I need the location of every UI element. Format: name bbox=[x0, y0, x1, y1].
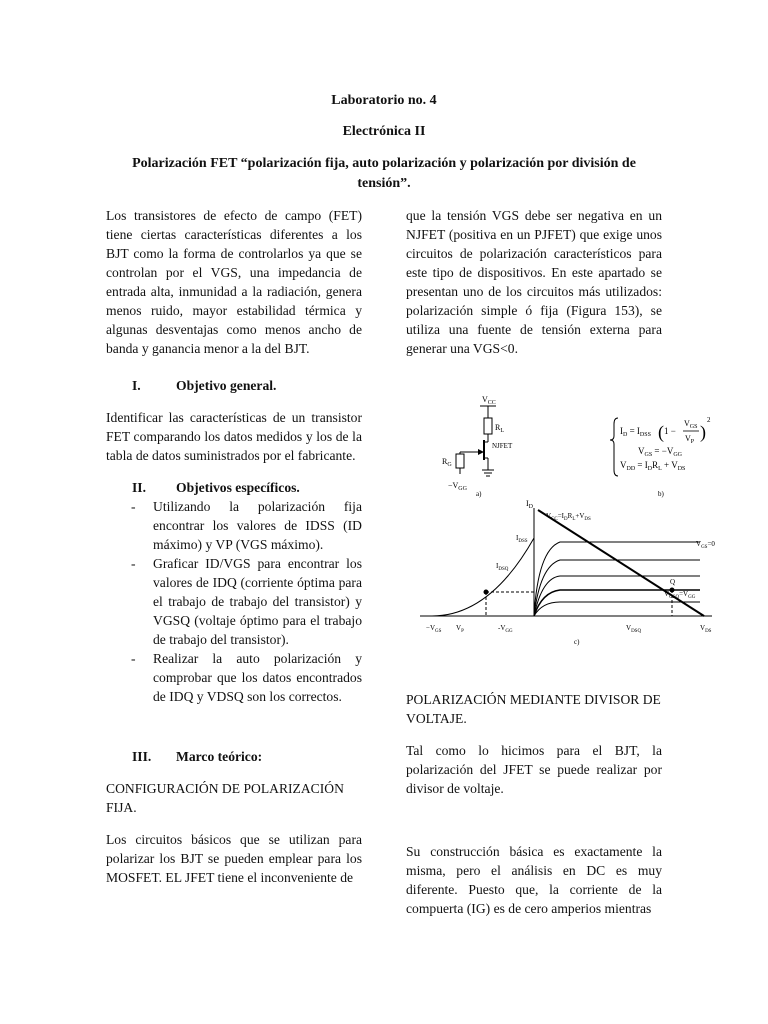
left-column bbox=[106, 206, 362, 887]
section-1-title: Objetivo general. bbox=[176, 378, 277, 393]
transfer-curve bbox=[432, 538, 534, 616]
section-2-number: II. bbox=[132, 480, 146, 495]
section-1-heading bbox=[106, 376, 362, 395]
section-3-title: Marco teórico: bbox=[176, 749, 263, 764]
general-objective-text: Identificar las características de un transistor FET comparando los datos medidos y los de la tabla de datos suministrados por el fabricante. bbox=[106, 410, 362, 463]
x-vds-label: $V_{DS}$ bbox=[700, 624, 712, 634]
section-3-heading bbox=[106, 747, 362, 766]
right-paragraph-2: Tal como lo hicimos para el BJT, la polarización del JFET se puede realizar por divisor de voltaje. bbox=[406, 743, 662, 796]
list-item: - Realizar la auto polarización y comprobar que los datos encontrados de IDQ y VDSQ son los correctos. bbox=[131, 651, 362, 704]
fixed-bias-paragraph: Los circuitos básicos que se utilizan para polarizar los BJT se pueden emplear para los MOSFET. EL JFET tiene el inconveniente de bbox=[106, 832, 362, 885]
x-vp-label: $V_P$ bbox=[456, 624, 464, 634]
x-vdsq-label: $V_{DSQ}$ bbox=[626, 624, 642, 634]
right-paragraph-1: que la tensión VGS debe ser negativa en un NJFET (positiva en un PJFET) que exige unos circuitos de polarización característicos para este tipo de dispositivos. En este apartado se presentan uno de los circuitos más utilizados: polarización simple ó fija (Figura 153), se utiliza una fuente de tensión externa para generar una VGS<0. bbox=[406, 208, 662, 356]
x-vgg-label: $-V_{GG}$ bbox=[498, 624, 513, 634]
right-column-bottom bbox=[406, 690, 662, 918]
lab-title: Laboratorio no. 4 bbox=[331, 93, 437, 108]
equation-3: $V_{DD} = I_DR_L + V_{DS}$ bbox=[620, 460, 686, 472]
topic-title: Polarización FET “polarización fija, auto polarización y polarización por división de tensión”. bbox=[132, 156, 636, 191]
specific-objectives-list bbox=[106, 497, 362, 706]
equation-1-exponent: 2 bbox=[707, 416, 711, 424]
section-2-heading bbox=[106, 478, 362, 497]
intro-paragraph: Los transistores de efecto de campo (FET) tiene ciertas características diferentes a los BJT como la forma de controlarlos ya que se controlan por el VGS, una impedancia de entrada alta, inmunidad a la radiación, genera menos ruido, mayor estabilidad térmica y algunas desventajas como menos ancho de banda y ganancia menor a la del BJT. bbox=[106, 208, 362, 356]
vgg-label: $-V_{GG}$ bbox=[448, 481, 467, 492]
vcc-label: $V_{CC}$ bbox=[482, 395, 496, 406]
course-title: Electrónica II bbox=[342, 124, 426, 139]
output-curve-vgsq bbox=[534, 590, 700, 616]
figure-b-label: b) bbox=[658, 490, 664, 498]
figure-a-label: a) bbox=[476, 490, 482, 498]
idsq-label: $I_{DSQ}$ bbox=[496, 562, 509, 572]
section-1-number: I. bbox=[132, 378, 141, 393]
list-item: - Utilizando la polarización fija encontrar los valores de IDSS (ID máximo) y VP (VGS máximo). bbox=[131, 499, 362, 552]
equation-1-denominator: $V_P$ bbox=[685, 434, 695, 445]
right-column-top bbox=[406, 206, 662, 358]
list-item: - Graficar ID/VGS para encontrar los valores de IDQ (corriente óptima para el trabajo de trabajo del transistor) y VGSQ (voltaje óptimo para el trabajo de trabajo del transistor). bbox=[131, 556, 362, 647]
vgs0-label: $V_{GS}=0$ bbox=[696, 540, 715, 550]
right-paren-icon: ) bbox=[700, 422, 706, 442]
section-2-title: Objetivos específicos. bbox=[176, 480, 300, 495]
output-curve-vgs0 bbox=[534, 542, 700, 616]
transfer-q-point bbox=[484, 590, 489, 595]
rl-label: $R_L$ bbox=[495, 423, 505, 434]
circuit-diagram bbox=[456, 406, 496, 476]
load-line-label: $V_{CC}=I_DR_L+V_{DS}$ bbox=[546, 512, 591, 522]
output-q-point bbox=[670, 588, 675, 593]
section-3-number: III. bbox=[132, 749, 152, 764]
id-axis-label: $I_D$ bbox=[526, 499, 534, 510]
njfet-label: NJFET bbox=[492, 442, 513, 450]
load-line bbox=[538, 510, 704, 616]
left-paren-icon: ( bbox=[658, 422, 664, 442]
equation-1: $I_D = I_{DSS}$ bbox=[620, 426, 651, 438]
rl-resistor bbox=[484, 418, 492, 434]
jfet-fixed-bias-figure bbox=[400, 390, 720, 650]
idss-label: $I_{DSS}$ bbox=[516, 534, 528, 544]
equation-brace bbox=[610, 418, 618, 476]
fixed-bias-subheading: CONFIGURACIÓN DE POLARIZACIÓN FIJA. bbox=[106, 781, 344, 815]
rg-label: $R_G$ bbox=[442, 457, 452, 468]
vgsq-label: $V_{GSQ}=V_{GG}$ bbox=[664, 590, 696, 600]
rg-resistor bbox=[456, 454, 464, 468]
q-label: Q bbox=[670, 578, 676, 586]
equation-1-numerator: $V_{GS}$ bbox=[684, 419, 698, 430]
equation-1-paren-text: 1 − bbox=[664, 426, 676, 436]
x-vgs-label: $-V_{GS}$ bbox=[426, 624, 442, 634]
figure-c-label: c) bbox=[574, 638, 580, 646]
equation-2: $V_{GS} = -V_{GG}$ bbox=[638, 446, 682, 458]
divider-bias-subheading: POLARIZACIÓN MEDIANTE DIVISOR DE VOLTAJE. bbox=[406, 692, 661, 726]
right-paragraph-3: Su construcción básica es exactamente la misma, pero el análisis en DC es muy diferente. Puesto que, la corriente de la compuerta (IG) es de cero amperios mientras bbox=[406, 844, 662, 916]
